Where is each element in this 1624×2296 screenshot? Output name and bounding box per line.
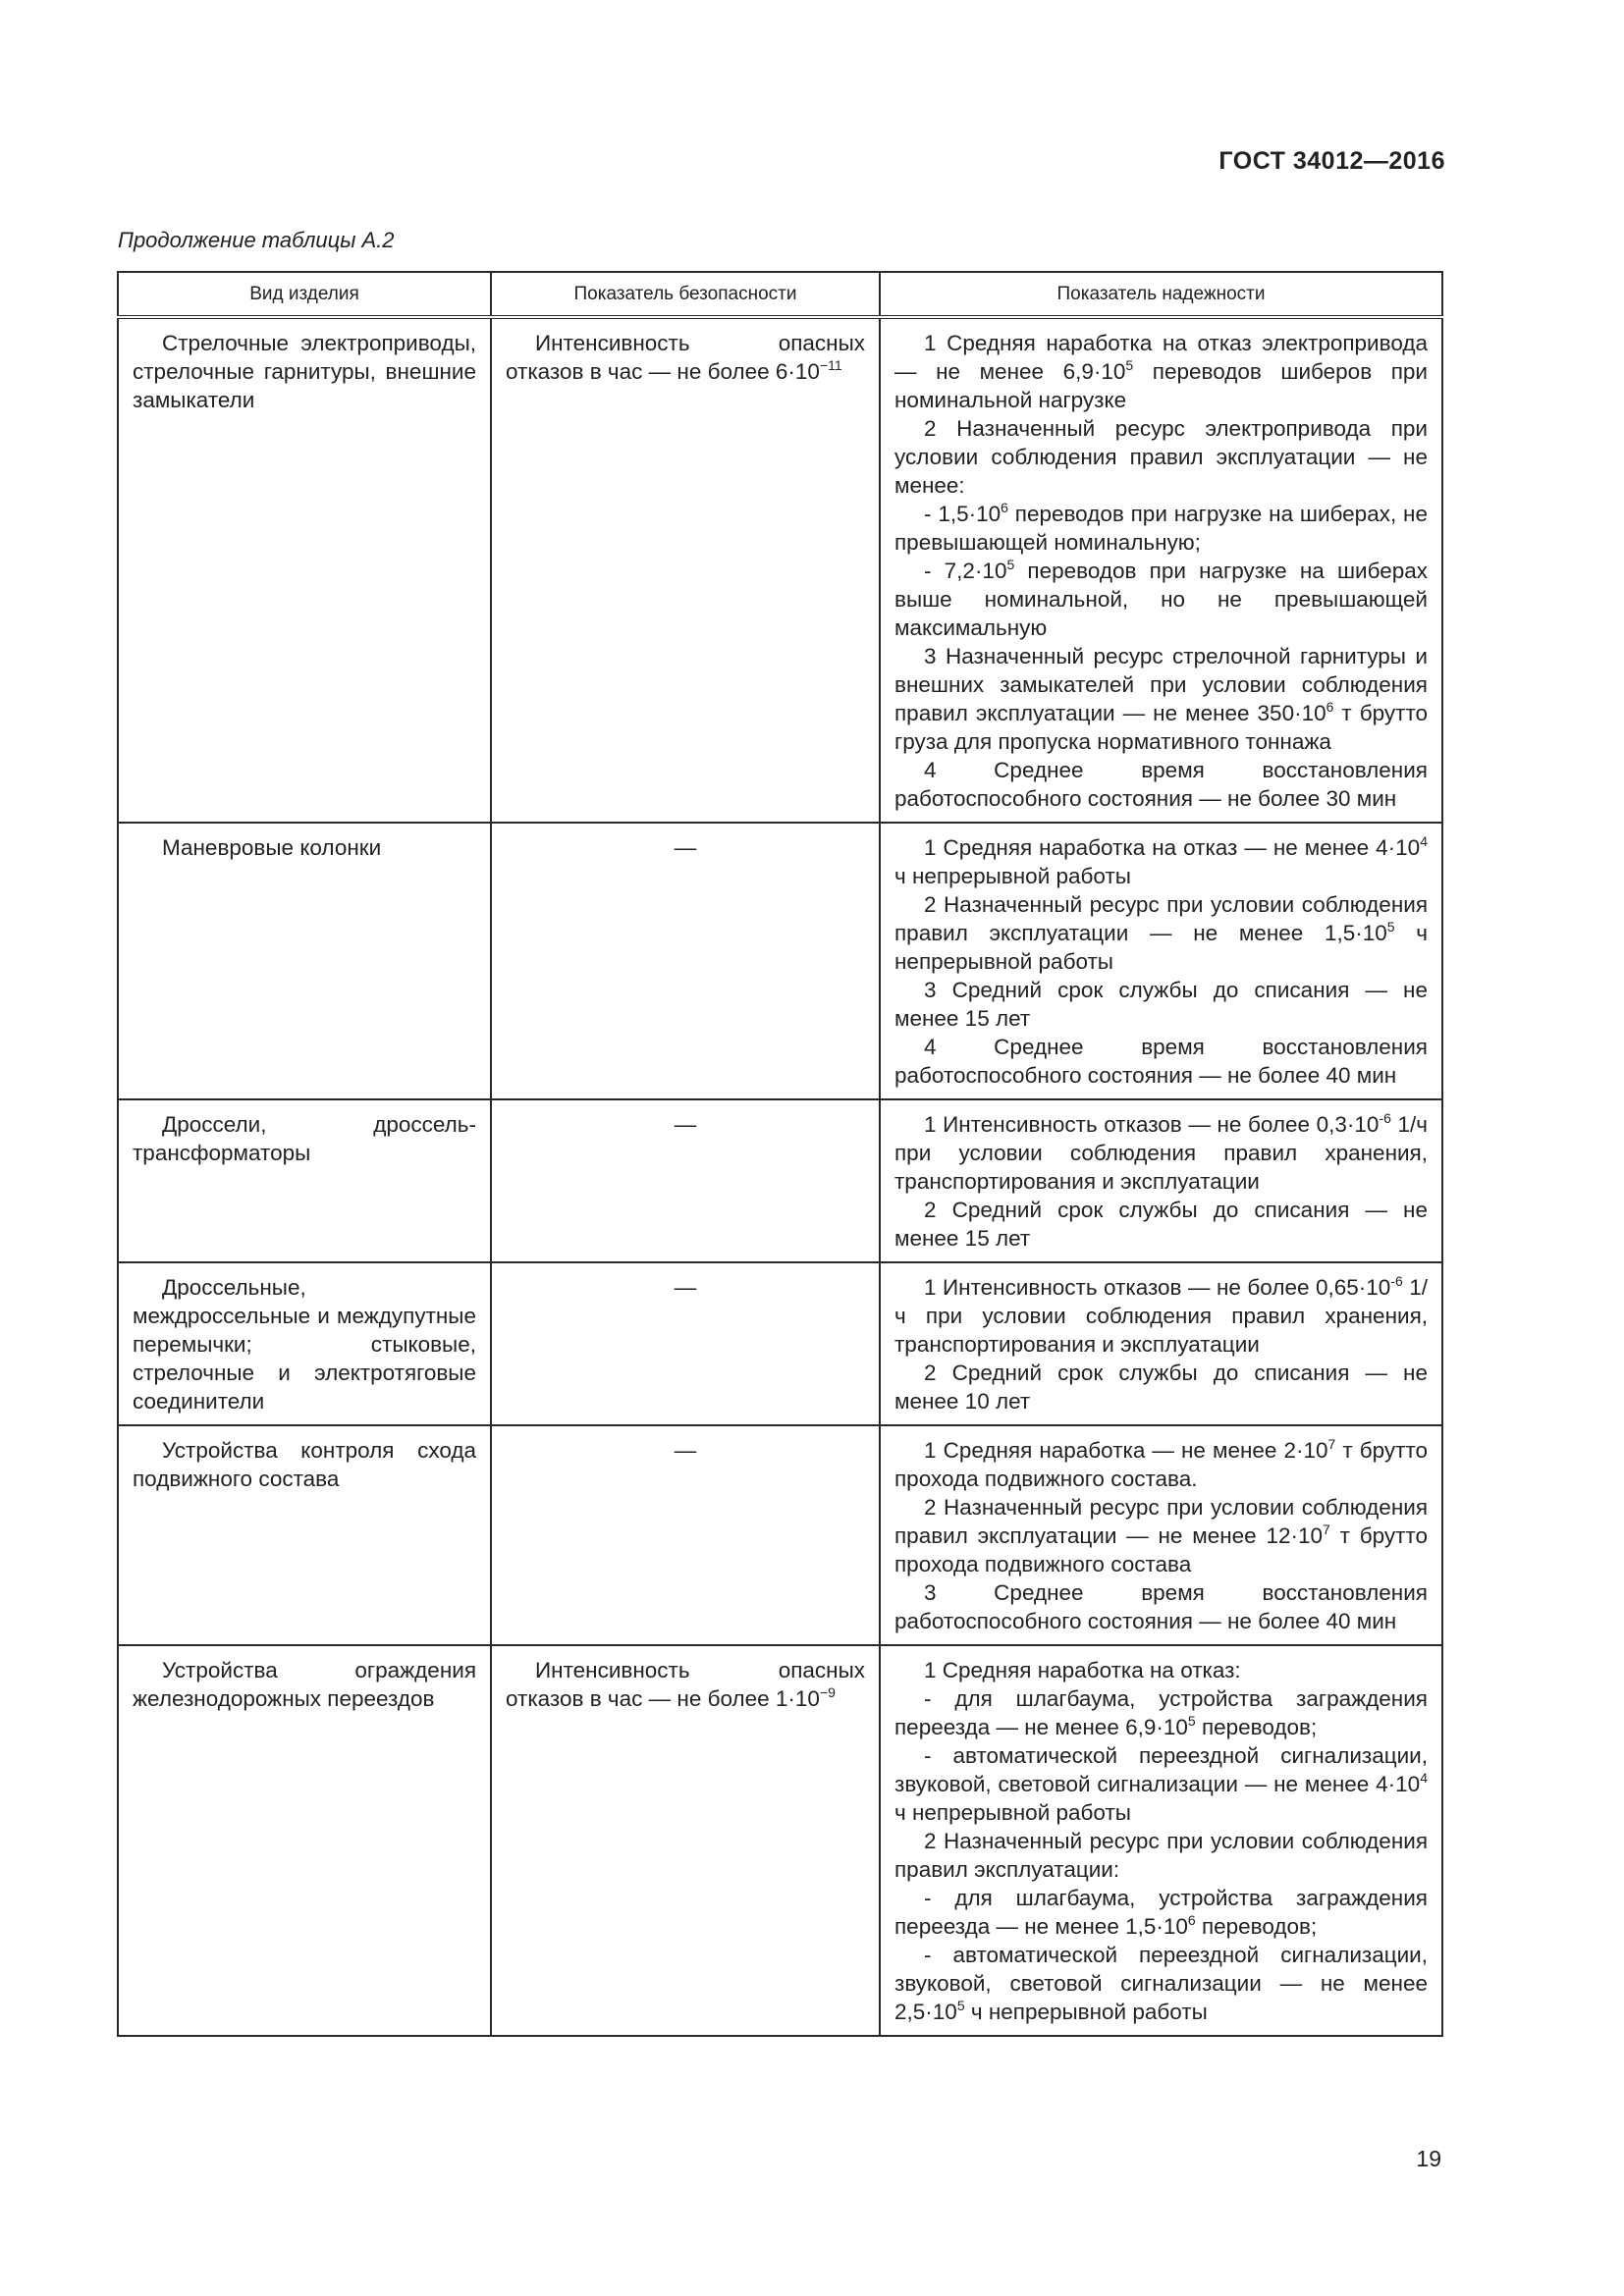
reliability-item: [894, 976, 1428, 1033]
reliability-item: [894, 1827, 1428, 1884]
reliability-cell: [880, 1645, 1442, 2036]
product-name: Стрелочные электроприводы, стрелочные гарнитуры, внешние замыкатели: [133, 331, 476, 412]
exponent: 5: [1006, 557, 1015, 572]
text-segment: ч непрерывной работы: [894, 864, 1131, 888]
product-cell: [118, 1262, 491, 1425]
text-segment: - автоматической переездной сигнализации, звуковой, световой сигнализации — не менее 2,5·10: [894, 1943, 1428, 2024]
reliability-item: [894, 1741, 1428, 1827]
text-segment: переводов при нагрузке на шиберах, не превышающей номинальную;: [894, 502, 1428, 555]
text-segment: переводов шиберов при номинальной нагрузке: [894, 359, 1428, 412]
reliability-item: [894, 1656, 1428, 1684]
reliability-item: [894, 329, 1428, 414]
product-name: Маневровые колонки: [162, 835, 382, 860]
column-header-safety: Показатель безопасности: [491, 272, 880, 317]
safety-cell: [491, 823, 880, 1099]
text-segment: 2 Назначенный ресурс электропривода при условии соблюдения правил эксплуатации — не менее:: [894, 416, 1428, 498]
reliability-item: [894, 1941, 1428, 2026]
table-row: [118, 1425, 1442, 1645]
reliability-item: [894, 1684, 1428, 1741]
safety-indicator: [506, 1656, 865, 1713]
reliability-item: [894, 833, 1428, 890]
exponent: 5: [1187, 1713, 1196, 1729]
table-header-row: [118, 272, 1442, 317]
product-name: Дроссели, дроссель-трансформаторы: [133, 1112, 476, 1165]
text-segment: т брутто груза для пропуска нормативного тоннажа: [894, 701, 1429, 754]
product-cell: [118, 1099, 491, 1262]
text-segment: 1/ч при условии соблюдения правил хранения, транспортирования и эксплуатации: [894, 1112, 1428, 1194]
safety-text: Интенсивность опасных отказов в час — не более 1·10: [506, 1658, 865, 1711]
reliability-item: [894, 1033, 1428, 1090]
text-segment: 2 Средний срок службы до списания — не менее 15 лет: [894, 1198, 1428, 1251]
text-segment: 3 Средний срок службы до списания — не менее 15 лет: [894, 978, 1428, 1031]
empty-dash: —: [674, 1275, 697, 1300]
text-segment: ч непрерывной работы: [964, 2000, 1208, 2024]
safety-indicator: [506, 329, 865, 386]
table-body: [118, 317, 1442, 2036]
text-segment: 2 Назначенный ресурс при условии соблюдения правил эксплуатации — не менее 12·10: [894, 1495, 1428, 1548]
exponent: 7: [1323, 1522, 1330, 1537]
reliability-cell: [880, 1425, 1442, 1645]
safety-text: Интенсивность опасных отказов в час — не более 6·10: [506, 331, 865, 384]
text-segment: - 1,5·10: [924, 502, 1001, 526]
text-segment: т брутто прохода подвижного состава.: [894, 1438, 1428, 1491]
text-segment: 2 Средний срок службы до списания — не менее 10 лет: [894, 1361, 1428, 1414]
text-segment: 1 Интенсивность отказов — не более 0,65·10: [924, 1275, 1391, 1300]
reliability-item: [894, 1273, 1428, 1359]
reliability-item: [894, 1436, 1428, 1493]
exponent: 5: [1125, 357, 1134, 373]
text-segment: - для шлагбаума, устройства заграждения переезда — не менее 6,9·10: [894, 1686, 1428, 1739]
reliability-item: [894, 756, 1428, 813]
product-cell: [118, 823, 491, 1099]
product-name: Дроссельные, междроссельные и междупутные перемычки; стыковые, стрелочные и электротяговые соединители: [133, 1275, 476, 1414]
safety-cell: [491, 1425, 880, 1645]
text-segment: переводов при нагрузке на шиберах выше номинальной, но не превышающей максимальную: [894, 559, 1428, 640]
reliability-cell: [880, 317, 1442, 823]
text-segment: 4 Среднее время восстановления работоспособного состояния — не более 30 мин: [894, 758, 1428, 811]
product-cell: [118, 1425, 491, 1645]
table-row: [118, 1262, 1442, 1425]
text-segment: 2 Назначенный ресурс при условии соблюдения правил эксплуатации:: [894, 1829, 1428, 1882]
reliability-item: [894, 890, 1428, 976]
exponent: 5: [956, 1998, 965, 2013]
safety-cell: [491, 317, 880, 823]
text-segment: 3 Среднее время восстановления работоспособного состояния — не более 40 мин: [894, 1580, 1428, 1633]
reliability-cell: [880, 1099, 1442, 1262]
table-row: [118, 317, 1442, 823]
text-segment: 1 Интенсивность отказов — не более 0,3·10: [924, 1112, 1380, 1137]
safety-cell: [491, 1099, 880, 1262]
reliability-item: [894, 1359, 1428, 1415]
reliability-item: [894, 557, 1428, 642]
text-segment: 1/ч при условии соблюдения правил хранения, транспортирования и эксплуатации: [894, 1275, 1428, 1357]
document-code: ГОСТ 34012—2016: [1218, 147, 1445, 175]
text-segment: 1 Средняя наработка на отказ — не менее 4·10: [924, 835, 1421, 860]
empty-dash: —: [674, 1438, 697, 1463]
exponent: 5: [1386, 919, 1395, 934]
reliability-table: [117, 271, 1443, 2037]
product-name: Устройства контроля схода подвижного состава: [133, 1438, 476, 1491]
text-segment: переводов;: [1195, 1715, 1318, 1739]
table-row: [118, 1099, 1442, 1262]
column-header-reliability: Показатель надежности: [880, 272, 1442, 317]
product-cell: [118, 1645, 491, 2036]
reliability-item: [894, 1493, 1428, 1578]
text-segment: 1 Средняя наработка на отказ:: [924, 1658, 1241, 1682]
safety-cell: [491, 1645, 880, 2036]
empty-dash: —: [674, 835, 697, 860]
product-name: Устройства ограждения железнодорожных переездов: [133, 1658, 476, 1711]
text-segment: - для шлагбаума, устройства заграждения переезда — не менее 1,5·10: [894, 1886, 1428, 1939]
exponent: 7: [1327, 1436, 1336, 1452]
table-row: [118, 1645, 1442, 2036]
exponent: 4: [1420, 1770, 1428, 1786]
product-cell: [118, 317, 491, 823]
text-segment: 1 Средняя наработка на отказ электропривода — не менее 6,9·10: [894, 331, 1428, 384]
text-segment: 4 Среднее время восстановления работоспособного состояния — не более 40 мин: [894, 1035, 1428, 1088]
reliability-cell: [880, 823, 1442, 1099]
exponent: -6: [1390, 1273, 1403, 1289]
reliability-item: [894, 414, 1428, 500]
text-segment: ч непрерывной работы: [894, 921, 1428, 974]
text-segment: 2 Назначенный ресурс при условии соблюдения правил эксплуатации — не менее 1,5·10: [894, 892, 1428, 945]
text-segment: т брутто прохода подвижного состава: [894, 1523, 1428, 1576]
text-segment: ч непрерывной работы: [894, 1800, 1131, 1825]
reliability-item: [894, 1884, 1428, 1941]
text-segment: переводов;: [1195, 1914, 1318, 1939]
reliability-item: [894, 1110, 1428, 1196]
text-segment: - автоматической переездной сигнализации, звуковой, световой сигнализации — не менее 4·10: [894, 1743, 1428, 1796]
text-segment: 1 Средняя наработка — не менее 2·10: [924, 1438, 1328, 1463]
reliability-item: [894, 1196, 1428, 1253]
exponent: 4: [1420, 833, 1428, 849]
exponent: 6: [1001, 500, 1008, 515]
exponent: 6: [1326, 699, 1334, 715]
table-caption: Продолжение таблицы А.2: [118, 228, 395, 252]
safety-exponent: −11: [819, 357, 842, 373]
empty-dash: —: [674, 1112, 697, 1137]
exponent: 6: [1187, 1912, 1196, 1928]
reliability-item: [894, 1578, 1428, 1635]
column-header-product: Вид изделия: [118, 272, 491, 317]
page-number: 19: [1416, 2146, 1441, 2171]
table-row: [118, 823, 1442, 1099]
safety-exponent: −9: [819, 1684, 836, 1700]
reliability-cell: [880, 1262, 1442, 1425]
reliability-item: [894, 642, 1428, 756]
safety-cell: [491, 1262, 880, 1425]
text-segment: 3 Назначенный ресурс стрелочной гарнитуры и внешних замыкателей при условии соблюдения правил эксплуатации — не менее 350·10: [894, 644, 1428, 725]
reliability-item: [894, 500, 1428, 557]
exponent: -6: [1379, 1110, 1391, 1126]
text-segment: - 7,2·10: [924, 559, 1007, 583]
